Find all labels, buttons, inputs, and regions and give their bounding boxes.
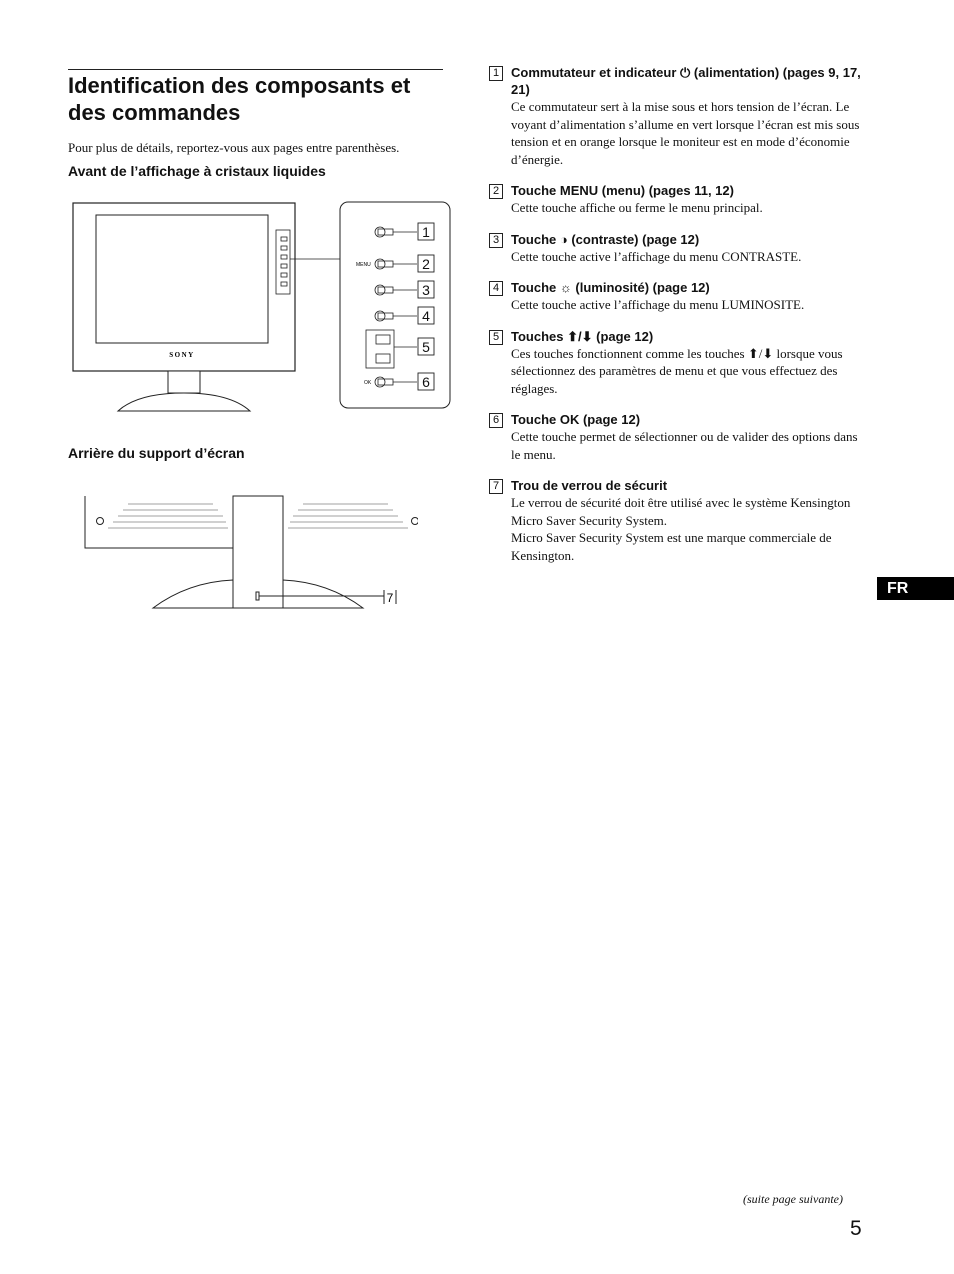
list-item — [489, 64, 869, 168]
callout-2: 2 — [422, 256, 430, 272]
language-tab: FR — [877, 577, 954, 600]
menu-label: MENU — [356, 262, 371, 268]
item-number: 6 — [489, 413, 503, 428]
rear-subheading: Arrière du support d’écran — [68, 445, 245, 461]
item-body: Ces touches fonctionnent comme les touches ⬆/⬇ lorsque vous sélectionnez des paramètres de menu et que vous effectuez des réglages. — [511, 345, 843, 396]
list-item — [489, 231, 869, 266]
title-rule — [68, 69, 443, 70]
item-body: Le verrou de sécurité doit être utilisé avec le système Kensington Micro Saver Security System. Micro Saver Security System est une marque commerciale de Kensington. — [511, 495, 851, 563]
item-number: 1 — [489, 66, 503, 81]
callout-1: 1 — [422, 224, 430, 240]
front-display-figure — [68, 195, 458, 415]
ok-label: OK — [364, 380, 372, 386]
front-subheading: Avant de l’affichage à cristaux liquides — [68, 163, 326, 179]
list-item — [489, 411, 869, 463]
item-number: 2 — [489, 184, 503, 199]
item-heading: Touche ☼ (luminosité) (page 12) — [511, 280, 710, 295]
brand-logo: SONY — [169, 351, 195, 359]
callout-5: 5 — [422, 339, 430, 355]
callout-6: 6 — [422, 374, 430, 390]
item-body: Cette touche permet de sélectionner ou de valider des options dans le menu. — [511, 429, 858, 462]
list-item — [489, 477, 869, 564]
components-list — [489, 64, 869, 578]
list-item — [489, 328, 869, 398]
item-body: Cette touche active l’affichage du menu CONTRASTE. — [511, 248, 802, 264]
item-number: 5 — [489, 330, 503, 345]
item-body: Cette touche active l’affichage du menu LUMINOSITE. — [511, 297, 805, 312]
page-number: 5 — [850, 1217, 862, 1240]
list-item — [489, 182, 869, 217]
callout-4: 4 — [422, 308, 430, 324]
callout-7: 7 — [386, 591, 394, 605]
item-number: 4 — [489, 281, 503, 296]
item-heading: Commutateur et indicateur ⏻ (alimentation) (pages 9, 17, 21) — [511, 65, 861, 97]
list-item — [489, 279, 869, 314]
item-heading: Touche OK (page 12) — [511, 412, 641, 427]
item-number: 7 — [489, 479, 503, 494]
continued-note: (suite page suivante) — [743, 1192, 843, 1206]
item-body: Cette touche affiche ou ferme le menu principal. — [511, 200, 763, 215]
item-body: Ce commutateur sert à la mise sous et hors tension de l’écran. Le voyant d’alimentation s’allume en vert lorsque l’écran est mis sous tension et en orange lorsque le moniteur est en mode d’économie d’énergie. — [511, 99, 860, 167]
item-heading: Touche MENU (menu) (pages 11, 12) — [511, 183, 734, 198]
item-heading: Touches ⬆/⬇ (page 12) — [511, 328, 654, 344]
rear-stand-figure — [68, 494, 418, 614]
item-heading: Touche ◑ (contraste) (page 12) — [511, 231, 700, 247]
item-number: 3 — [489, 233, 503, 248]
intro-text: Pour plus de détails, reportez-vous aux pages entre parenthèses. — [68, 140, 400, 155]
page-title: Identification des composants et des commandes — [68, 73, 411, 125]
item-heading: Trou de verrou de sécurit — [511, 478, 668, 493]
callout-3: 3 — [422, 282, 430, 298]
